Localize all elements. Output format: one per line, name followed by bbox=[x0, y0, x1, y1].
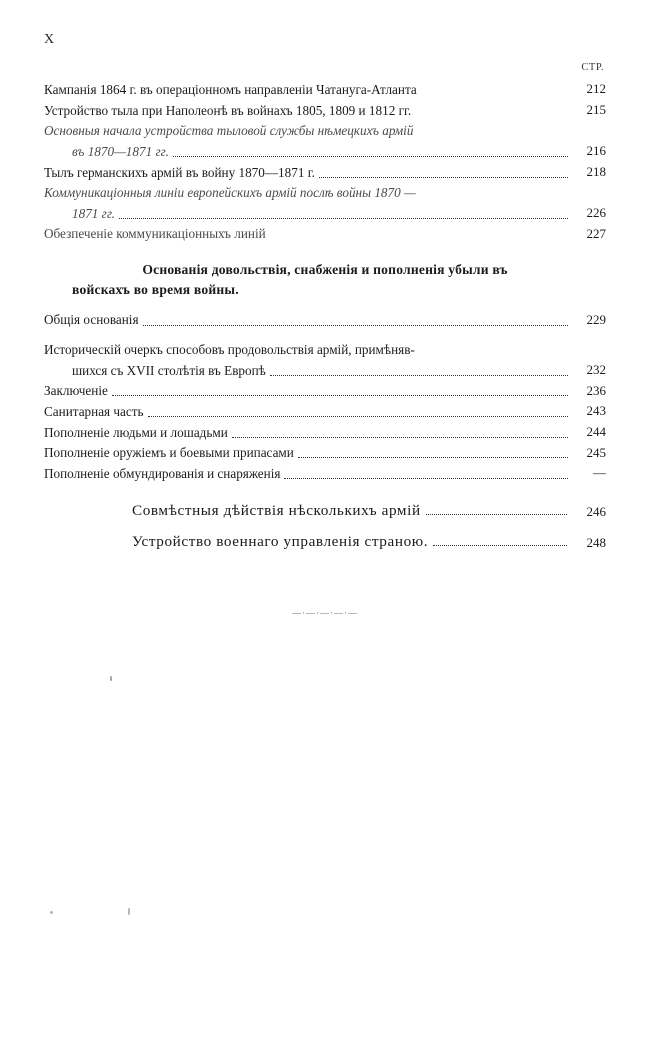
toc-entry[interactable] bbox=[44, 443, 606, 462]
page-speck bbox=[50, 911, 53, 914]
toc-entry[interactable] bbox=[44, 464, 606, 483]
toc-leader bbox=[119, 218, 568, 219]
toc-entry-page: 226 bbox=[586, 205, 606, 221]
toc-entry-page: 229 bbox=[586, 311, 606, 327]
toc-entry-page: 227 bbox=[586, 225, 606, 241]
toc-entry-page: 232 bbox=[586, 361, 606, 377]
toc-entry-title: Тылъ германскихъ армій въ войну 1870—1871 г. bbox=[44, 164, 315, 180]
toc-major-entry-page: 246 bbox=[586, 503, 606, 519]
toc-leader bbox=[319, 177, 568, 178]
toc-entry-title: Устройство тыла при Наполеонѣ въ войнахъ 1805, 1809 и 1812 гг. bbox=[44, 102, 412, 118]
toc-entry-title: Пополненіе людьми и лошадьми bbox=[44, 424, 228, 440]
toc-entry-page: 215 bbox=[586, 101, 606, 117]
toc-section-heading bbox=[44, 260, 606, 301]
toc-leader bbox=[433, 545, 567, 546]
toc-entry-page: 212 bbox=[586, 81, 606, 97]
page-folio: X bbox=[44, 32, 56, 47]
toc-section-heading-line1: Основанія довольствія, снабженія и пополненія убыли въ bbox=[142, 261, 508, 277]
toc-entry[interactable] bbox=[44, 381, 606, 400]
toc-entry[interactable] bbox=[44, 340, 606, 380]
toc-leader bbox=[298, 457, 568, 458]
toc-entry-title-cont: въ 1870—1871 гг. bbox=[72, 143, 169, 159]
toc-entry-page: 243 bbox=[586, 403, 606, 419]
toc-major-entry[interactable] bbox=[44, 502, 606, 520]
toc-entry-title: Кампанія 1864 г. въ операціонномъ направленіи Чатануга-Атланта bbox=[44, 82, 417, 97]
toc-major-entry-title: Совмѣстныя дѣйствія нѣсколькихъ армій bbox=[132, 501, 421, 519]
toc-entry[interactable] bbox=[44, 402, 606, 421]
toc-entry[interactable] bbox=[44, 183, 606, 223]
toc-entry-page: 244 bbox=[586, 423, 606, 439]
toc-entry-title-cont: 1871 гг. bbox=[72, 205, 116, 221]
spacer bbox=[44, 331, 606, 340]
toc-entry-title: Историческій очеркъ способовъ продовольствія армій, примѣняв- bbox=[44, 342, 415, 358]
toc-entry-title-cont: шихся съ XVII столѣтія въ Европѣ bbox=[72, 362, 266, 378]
toc-entry-title: Санитарная часть bbox=[44, 403, 144, 419]
toc-entry[interactable] bbox=[44, 310, 606, 329]
toc-leader bbox=[232, 437, 568, 438]
toc-entry-page: 245 bbox=[586, 444, 606, 460]
toc-leader bbox=[270, 375, 568, 376]
toc-entry[interactable] bbox=[44, 101, 606, 120]
toc-entry[interactable] bbox=[44, 423, 606, 442]
toc-entry-page: — bbox=[593, 465, 606, 481]
toc-entry[interactable] bbox=[44, 80, 606, 99]
toc-entry[interactable] bbox=[44, 121, 606, 161]
toc-entry-page: 236 bbox=[586, 382, 606, 398]
spacer bbox=[44, 524, 606, 533]
toc-entry-title: Общія основанія bbox=[44, 312, 139, 328]
toc-leader bbox=[112, 395, 568, 396]
page-column-header: СТР. bbox=[581, 62, 604, 73]
toc-entry-title: Основныя начала устройства тыловой службы нѣмецкихъ армій bbox=[44, 123, 414, 139]
toc-leader bbox=[148, 416, 568, 417]
toc-section-heading-line2: войскахъ во время войны. bbox=[72, 282, 239, 298]
toc-entry-title: Пополненіе оружіемъ и боевыми припасами bbox=[44, 445, 294, 461]
toc-leader bbox=[284, 478, 568, 479]
toc-leader bbox=[143, 325, 568, 326]
page-speck bbox=[110, 676, 112, 681]
toc-entry-title: Коммуникаціонныя линіи европейскихъ армій послѣ войны 1870 — bbox=[44, 185, 416, 201]
toc-entry[interactable] bbox=[44, 163, 606, 182]
toc-leader bbox=[426, 514, 567, 515]
toc-major-entry[interactable] bbox=[44, 533, 606, 551]
toc-major-entry-page: 248 bbox=[586, 534, 606, 550]
toc-entry-title: Пополненіе обмундированія и снаряженія bbox=[44, 465, 281, 481]
toc-entry-title: Обезпеченіе коммуникаціонныхъ линій bbox=[44, 226, 266, 242]
toc-entry-page: 218 bbox=[586, 163, 606, 179]
toc-entry[interactable] bbox=[44, 224, 606, 243]
ornament-divider: —·—·—·—·— bbox=[292, 608, 358, 618]
toc-leader bbox=[173, 156, 568, 157]
toc-major-entry-title: Устройство военнаго управленія страною. bbox=[132, 532, 429, 550]
toc-entry-page: 216 bbox=[586, 143, 606, 159]
page-speck bbox=[128, 908, 130, 915]
spacer bbox=[44, 485, 606, 502]
table-of-contents bbox=[44, 80, 606, 618]
toc-entry-title: Заключеніе bbox=[44, 383, 108, 399]
